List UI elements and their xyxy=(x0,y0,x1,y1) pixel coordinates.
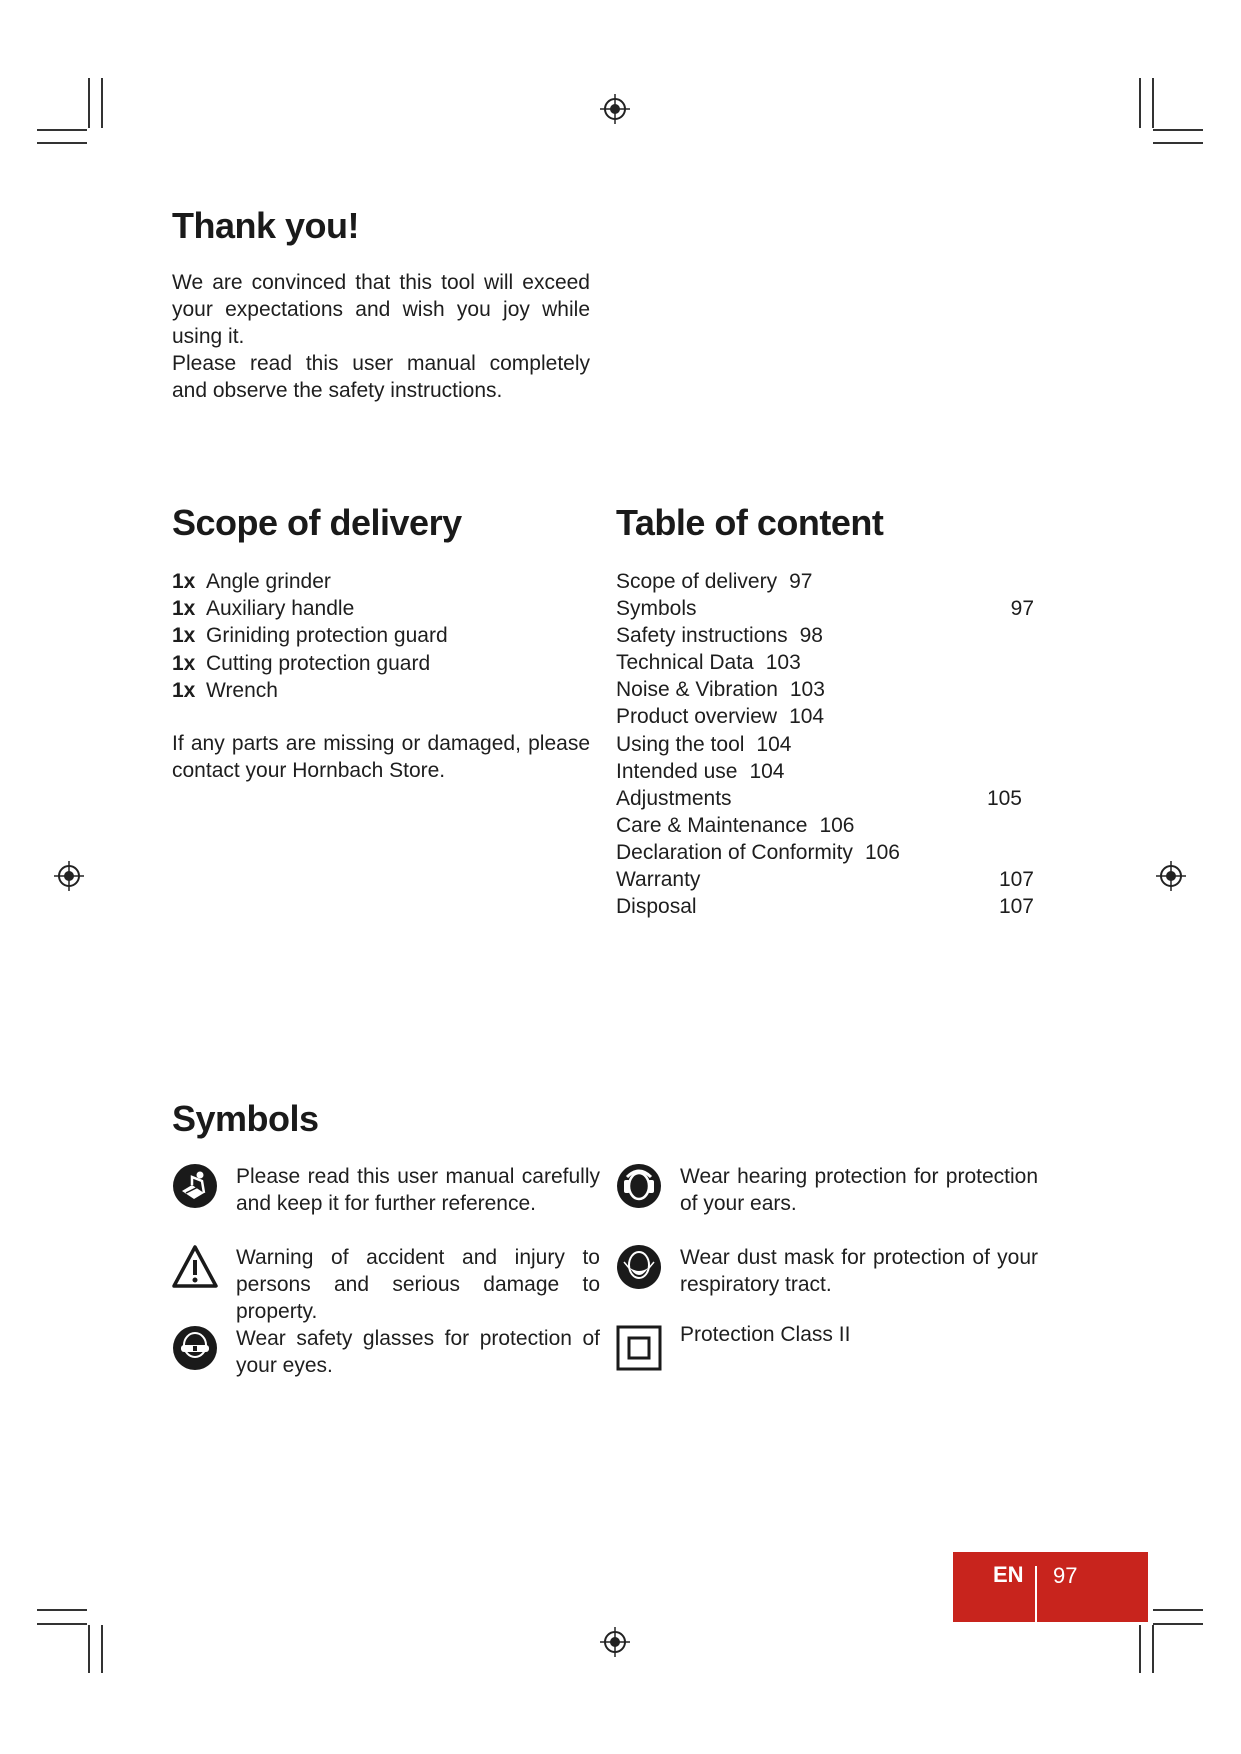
symbols-section xyxy=(172,1098,1038,1140)
warning-triangle-icon xyxy=(172,1244,218,1290)
hearing-protection-icon xyxy=(616,1163,662,1209)
thank-you-section xyxy=(172,205,590,404)
toc-entry[interactable]: Intended use 104 xyxy=(616,759,785,783)
delivery-item: 1x Angle grinder xyxy=(172,570,331,593)
registration-mark-left xyxy=(54,861,84,891)
symbols-title: Symbols xyxy=(172,1098,319,1139)
toc-entry[interactable]: Disposal 107 xyxy=(616,895,1034,919)
toc-entry[interactable]: Symbols 97 xyxy=(616,597,1034,621)
toc-entry[interactable]: Declaration of Conformity 106 xyxy=(616,840,900,864)
toc-entry[interactable]: Warranty 107 xyxy=(616,868,1034,892)
toc-entry[interactable]: Using the tool 104 xyxy=(616,732,792,756)
symbol-text: Wear dust mask for protection of your respiratory tract. xyxy=(680,1246,1038,1296)
delivery-item: 1x Griniding protection guard xyxy=(172,624,448,648)
delivery-item: 1x Auxiliary handle xyxy=(172,597,355,621)
symbol-warning xyxy=(172,1244,600,1325)
symbol-safety-glasses xyxy=(172,1325,600,1379)
toc-entry[interactable]: Product overview 104 xyxy=(616,705,825,729)
read-manual-icon xyxy=(172,1163,218,1209)
symbol-text: Warning of accident and injury to persons and serious damage to property. xyxy=(236,1246,600,1323)
toc-entry[interactable]: Safety instructions 98 xyxy=(616,624,823,648)
toc-entry[interactable]: Noise & Vibration 103 xyxy=(616,678,825,702)
registration-mark-top xyxy=(600,94,630,124)
page-number: 97 xyxy=(1053,1563,1078,1588)
table-of-content-section xyxy=(616,502,1034,920)
scope-title: Scope of delivery xyxy=(172,502,462,543)
dust-mask-icon xyxy=(616,1244,662,1290)
thank-you-paragraph: We are convinced that this tool will exceed your expectations and wish you joy while using it. xyxy=(172,271,590,348)
toc-entry[interactable]: Adjustments 105 xyxy=(616,786,1022,810)
toc-entry[interactable]: Technical Data 103 xyxy=(616,651,801,675)
symbol-hearing-protection xyxy=(616,1163,1038,1217)
thank-you-instruction: Please read this user manual completely and observe the safety instructions. xyxy=(172,352,590,402)
thank-you-title: Thank you! xyxy=(172,205,360,246)
footer-divider xyxy=(1035,1566,1037,1622)
delivery-item: 1x Wrench xyxy=(172,678,278,702)
toc-entry[interactable]: Care & Maintenance 106 xyxy=(616,813,855,837)
registration-mark-bottom xyxy=(600,1627,630,1657)
toc-entry[interactable]: Scope of delivery 97 xyxy=(616,570,813,593)
delivery-item: 1x Cutting protection guard xyxy=(172,651,431,675)
toc-title: Table of content xyxy=(616,502,884,543)
symbol-text: Wear hearing protection for protection of your ears. xyxy=(680,1165,1038,1215)
protection-class-ii-icon xyxy=(616,1325,662,1371)
symbol-text: Wear safety glasses for protection of your eyes. xyxy=(236,1327,600,1377)
symbol-text: Please read this user manual carefully and keep it for further reference. xyxy=(236,1165,600,1215)
missing-parts-note: If any parts are missing or damaged, please contact your Hornbach Store. xyxy=(172,732,590,783)
scope-of-delivery-section xyxy=(172,502,590,784)
symbol-read-manual xyxy=(172,1163,600,1217)
language-code: EN xyxy=(993,1562,1024,1587)
symbol-text: Protection Class II xyxy=(680,1323,851,1346)
symbol-dust-mask xyxy=(616,1244,1038,1298)
delivery-list xyxy=(172,568,590,704)
symbol-protection-class-ii xyxy=(616,1325,1038,1371)
toc-list xyxy=(616,568,1034,920)
page-footer-tab xyxy=(953,1552,1148,1622)
safety-glasses-icon xyxy=(172,1325,218,1371)
registration-mark-right xyxy=(1156,861,1186,891)
